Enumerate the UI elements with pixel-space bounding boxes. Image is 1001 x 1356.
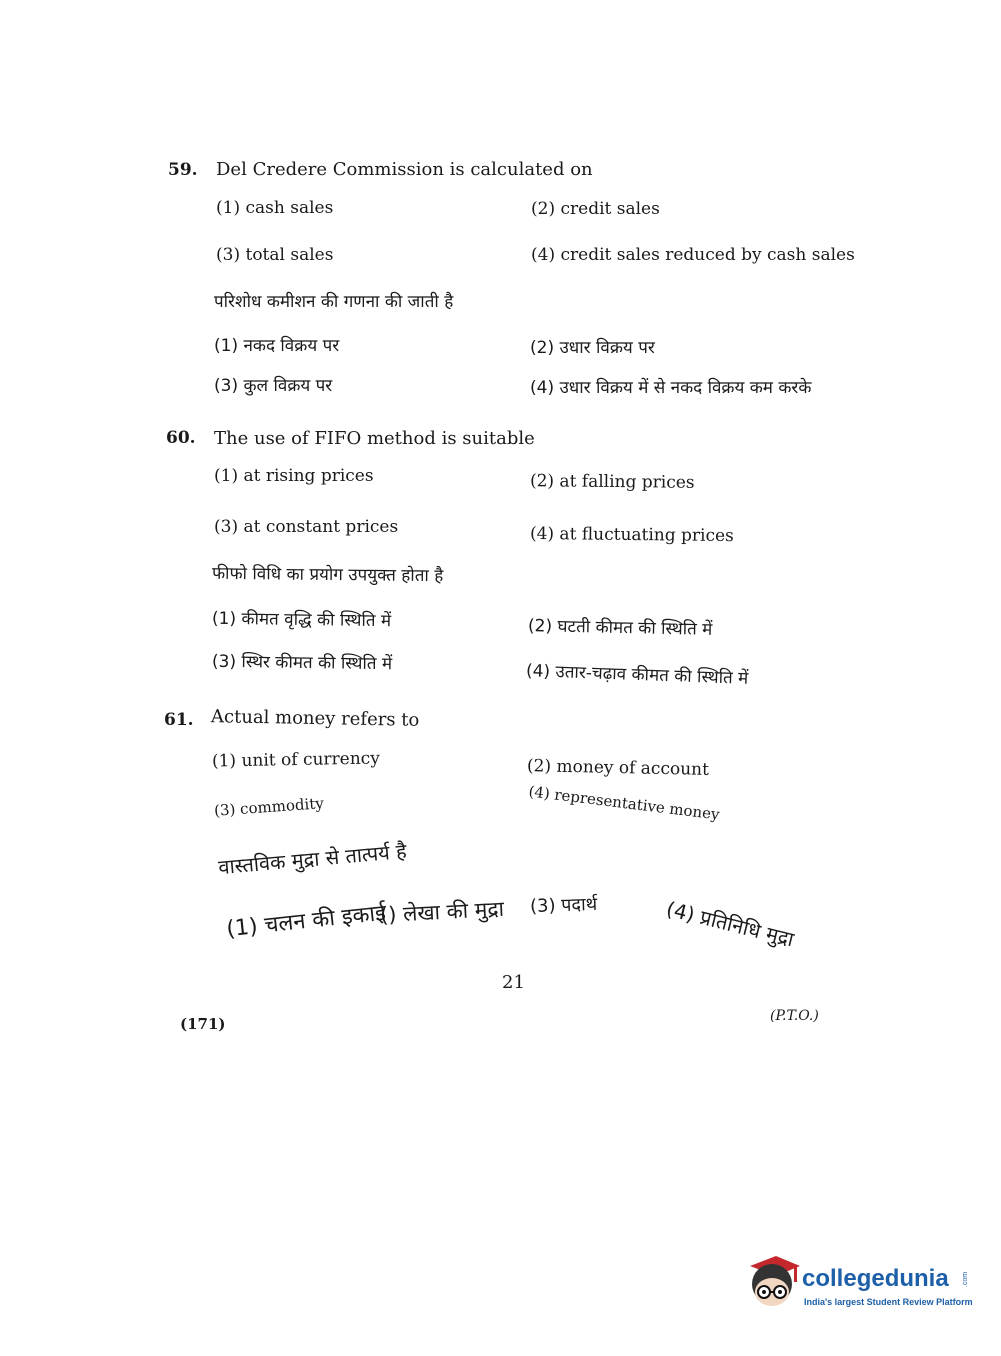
option: (3) commodity (213, 794, 325, 820)
question-text: Del Credere Commission is calculated on (216, 159, 593, 180)
option: (3) total sales (216, 245, 334, 265)
question-text: Actual money refers to (210, 706, 420, 731)
option-hindi-handwritten: (4) प्रतिनिधि मुद्रा (663, 896, 797, 952)
question-text: The use of FIFO method is suitable (214, 428, 535, 449)
question-text-hindi-handwritten: वास्तविक मुद्रा से तात्पर्य है (217, 838, 408, 880)
option-hindi-handwritten: (1) चलन की इकाई (225, 900, 388, 943)
collegedunia-mascot-icon (742, 1252, 802, 1312)
option: (4) credit sales reduced by cash sales (531, 245, 855, 265)
option-hindi: (2) उधार विक्रय पर (530, 338, 655, 358)
option: (4) representative money (527, 782, 721, 824)
option-hindi: (4) उतार-चढ़ाव कीमत की स्थिति में (525, 661, 749, 689)
option: (2) at falling prices (529, 471, 695, 493)
question-text-hindi: परिशोध कमीशन की गणना की जाती है (214, 292, 454, 312)
question-text-hindi: फीफो विधि का प्रयोग उपयुक्त होता है (211, 563, 444, 587)
option-hindi: (1) कीमत वृद्धि की स्थिति में (211, 608, 392, 632)
option-hindi: (3) स्थिर कीमत की स्थिति में (211, 651, 393, 675)
question-number: 60. (166, 428, 196, 448)
question-number: 59. (168, 160, 198, 180)
option-hindi-handwritten: (3) पदार्थ (529, 893, 598, 918)
option: (2) credit sales (531, 199, 660, 219)
option-hindi-handwritten: () लेखा की मुद्रा (379, 896, 505, 928)
paper-code: (171) (180, 1015, 226, 1033)
option: (4) at fluctuating prices (529, 523, 734, 547)
option-hindi: (3) कुल विक्रय पर (214, 376, 333, 396)
logo-tagline: India's largest Student Review Platform (804, 1297, 973, 1307)
page-number: 21 (502, 972, 525, 993)
logo-wordmark: collegedunia (802, 1265, 949, 1292)
option: (2) money of account (526, 756, 710, 780)
option: (1) at rising prices (214, 466, 374, 486)
question-number: 61. (164, 710, 194, 730)
option-hindi: (4) उधार विक्रय में से नकद विक्रय कम करके (530, 378, 812, 398)
option-hindi: (1) नकद विक्रय पर (214, 336, 340, 356)
page-turn-note: (P.T.O.) (770, 1008, 819, 1024)
option: (1) unit of currency (211, 748, 381, 772)
option: (1) cash sales (216, 198, 334, 218)
option-hindi: (2) घटती कीमत की स्थिति में (527, 616, 713, 640)
logo-suffix: .com (962, 1271, 970, 1288)
option: (3) at constant prices (214, 517, 399, 537)
